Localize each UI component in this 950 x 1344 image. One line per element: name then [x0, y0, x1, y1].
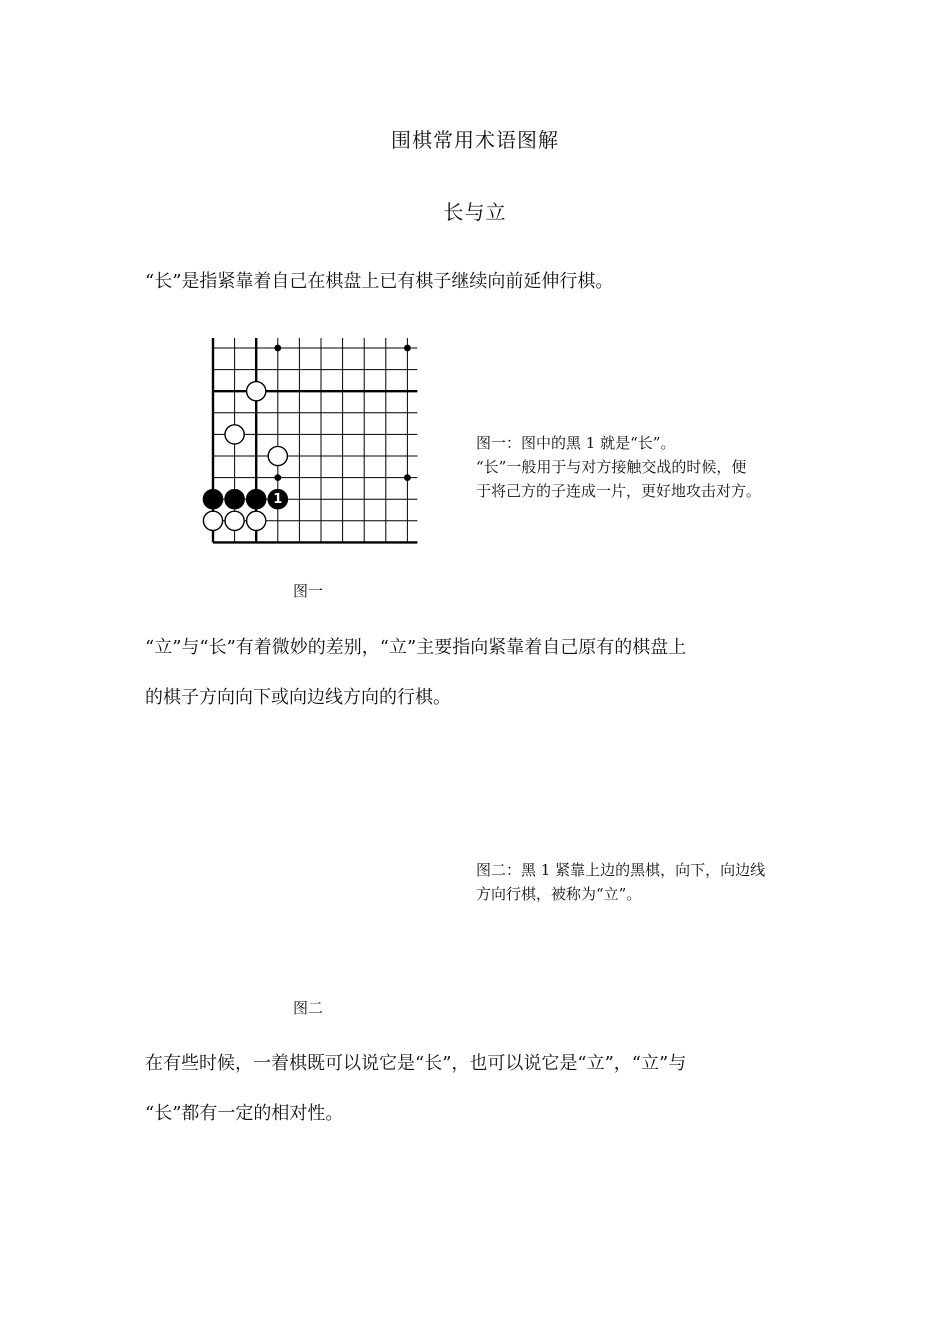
- star-point: [274, 474, 281, 481]
- white-stone: [203, 511, 222, 530]
- white-stone: [225, 511, 244, 530]
- figure1-label: 图一: [293, 582, 324, 600]
- page-title: 围棋常用术语图解: [391, 128, 559, 152]
- intro-paragraph: “长”是指紧靠着自己在棋盘上已有棋子继续向前延伸行棋。: [145, 271, 614, 292]
- figure1-caption-line1: 图一：图中的黑 1 就是“长”。: [476, 434, 676, 452]
- figure1-caption: [476, 431, 816, 503]
- paragraph3-line2: “长”都有一定的相对性。: [145, 1103, 344, 1124]
- white-stone: [247, 382, 266, 401]
- white-stone: [225, 425, 244, 444]
- figure1-caption-line2: “长”一般用于与对方接触交战的时候，便: [476, 458, 747, 476]
- board-grid: [213, 338, 417, 542]
- black-stone: [225, 490, 244, 509]
- black-stone: [203, 490, 222, 509]
- star-point: [274, 345, 281, 352]
- figure1-caption-line3: 于将己方的子连成一片，更好地攻击对方。: [476, 482, 762, 500]
- figure1-go-board: [196, 330, 426, 552]
- figure2-caption-line1: 图二：黑 1 紧靠上边的黑棋，向下，向边线: [476, 861, 766, 879]
- section-title: 长与立: [443, 200, 507, 224]
- black-stone: [247, 490, 266, 509]
- star-point: [404, 345, 411, 352]
- move-number-label: 1: [273, 492, 283, 508]
- paragraph3-line1: 在有些时候，一着棋既可以说它是“长”，也可以说它是“立”，“立”与: [145, 1053, 687, 1074]
- paragraph2-line1: “立”与“长”有着微妙的差别，“立”主要指向紧靠着自己原有的棋盘上: [145, 637, 687, 658]
- white-stone: [268, 446, 287, 465]
- figure2-caption: [476, 858, 816, 906]
- star-point: [404, 474, 411, 481]
- figure2-label: 图二: [293, 999, 324, 1017]
- paragraph2-line2: 的棋子方向向下或向边线方向的行棋。: [145, 687, 451, 708]
- white-stone: [247, 511, 266, 530]
- figure2-caption-line2: 方向行棋，被称为“立”。: [476, 885, 642, 903]
